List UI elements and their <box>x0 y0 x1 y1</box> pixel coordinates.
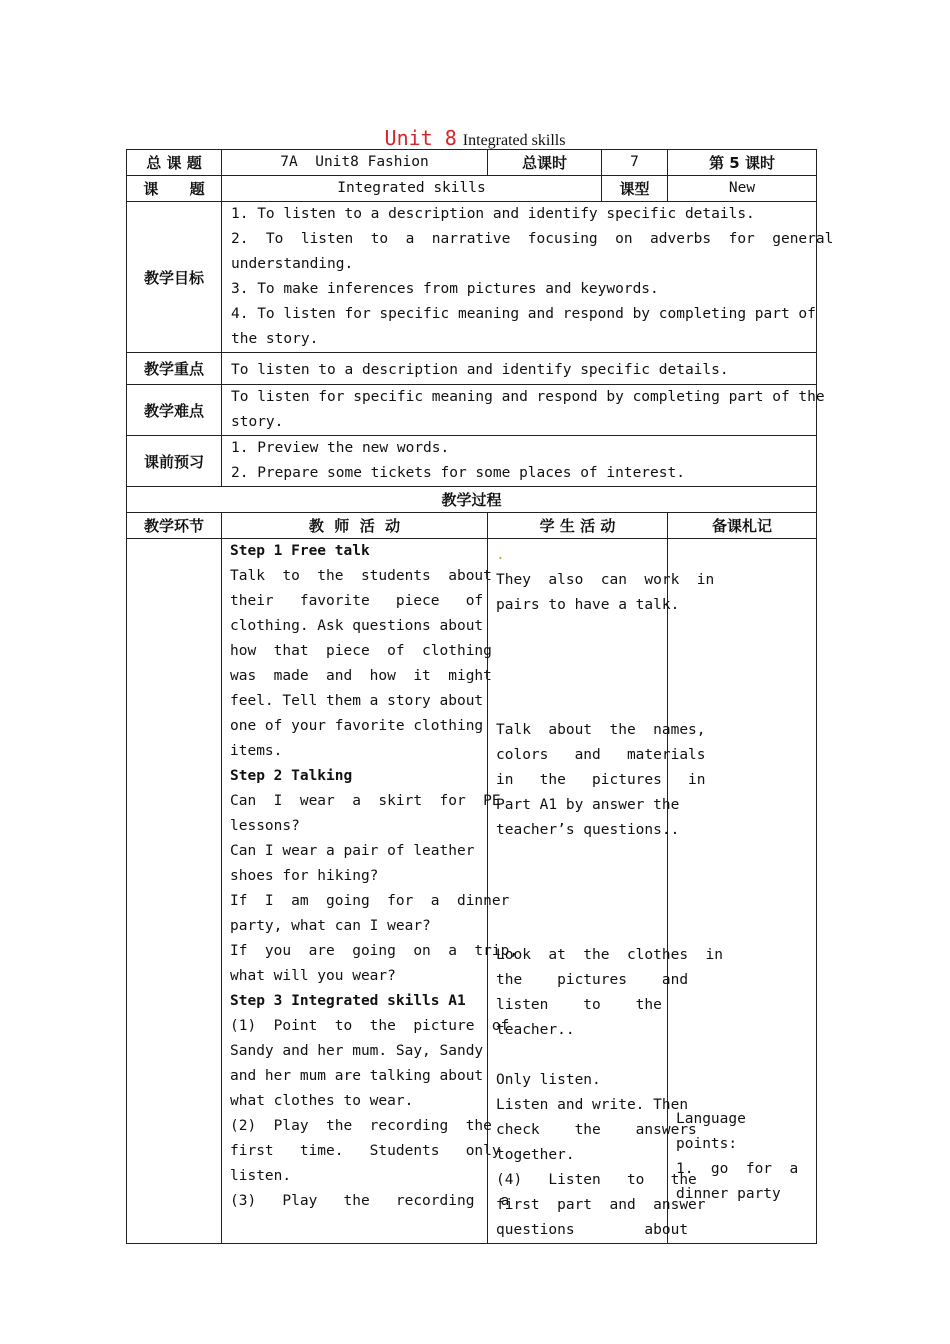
student-line: together. <box>496 1147 575 1163</box>
preview-line: 1. Preview the new words. <box>231 440 450 456</box>
teacher-line: lessons? <box>230 818 300 834</box>
student-line <box>496 868 659 893</box>
difficulty-line: To listen for specific meaning and respond by completing part of the <box>231 389 825 405</box>
teacher-line: how that piece of clothing <box>230 643 492 659</box>
difficulty-content <box>222 385 825 436</box>
total-hours-value: 7 <box>602 150 668 176</box>
student-line <box>496 618 659 643</box>
student-line: teacher’s questions.. <box>496 822 680 838</box>
teacher-line: clothing. Ask questions about <box>230 618 484 634</box>
objectives-label: 教学目标 <box>127 202 222 353</box>
student-line: the pictures and <box>496 972 689 988</box>
preview-line: 2. Prepare some tickets for some places of interest. <box>231 465 685 481</box>
teacher-line: items. <box>230 743 283 759</box>
key-point-text: To listen to a description and identify specific details. <box>231 362 729 378</box>
difficulty-line: story. <box>231 414 284 430</box>
student-line <box>496 668 659 693</box>
student-line: They also can work in <box>496 572 715 588</box>
teacher-line: If I am going for a dinner <box>230 893 510 909</box>
total-hours-label: 总课时 <box>488 150 602 176</box>
notes-line: Language <box>676 1111 746 1127</box>
objective-line: 4. To listen for specific meaning and respond by completing part of <box>231 306 816 322</box>
student-line: colors and materials <box>496 747 706 763</box>
row-objectives <box>127 202 817 353</box>
total-topic-value: 7A Unit8 Fashion <box>222 150 488 176</box>
row-difficulty <box>127 385 817 436</box>
col-notes: 备课札记 <box>668 513 817 539</box>
lesson-plan-table <box>126 149 834 1244</box>
teacher-line: first time. Students only <box>230 1143 501 1159</box>
stage-cell <box>127 539 222 1244</box>
topic-label: 课 题 <box>127 176 222 202</box>
document-title <box>0 126 950 150</box>
student-line: pairs to have a talk. <box>496 597 680 613</box>
teacher-line: (3) Play the recording a <box>230 1193 510 1209</box>
notes-line: dinner party <box>676 1186 781 1202</box>
teacher-line: Can I wear a skirt for PE <box>230 793 501 809</box>
teacher-line: Talk to the students about <box>230 568 492 584</box>
objective-line: understanding. <box>231 256 354 272</box>
teacher-line: shoes for hiking? <box>230 868 379 884</box>
row-key-point <box>127 353 817 385</box>
student-line <box>496 643 659 668</box>
preview-content <box>222 436 817 487</box>
unit-title: Unit 8 <box>384 126 457 150</box>
objective-line: the story. <box>231 331 319 347</box>
student-line: first part and answer <box>496 1197 706 1213</box>
notes-cell <box>668 539 817 1244</box>
lesson-number: 第 5 课时 <box>668 150 817 176</box>
student-line: (4) Listen to the <box>496 1172 697 1188</box>
teacher-line: Step 2 Talking <box>230 768 353 784</box>
student-line: Only listen. <box>496 1072 601 1088</box>
row-total-topic <box>127 150 817 176</box>
type-label: 课型 <box>602 176 668 202</box>
preview-label: 课前预习 <box>127 436 222 487</box>
row-process-body <box>127 539 817 1244</box>
total-topic-label: 总 课 题 <box>127 150 222 176</box>
topic-value: Integrated skills <box>222 176 602 202</box>
student-line: in the pictures in <box>496 772 706 788</box>
teacher-line: (1) Point to the picture of <box>230 1018 510 1034</box>
teacher-line: listen. <box>230 1168 292 1184</box>
key-point-label: 教学重点 <box>127 353 222 385</box>
student-line: teacher.. <box>496 1022 575 1038</box>
difficulty-label: 教学难点 <box>127 385 222 436</box>
row-process-heading <box>127 487 817 513</box>
teacher-line: their favorite piece of <box>230 593 484 609</box>
teacher-line: was made and how it might <box>230 668 492 684</box>
teacher-line: and her mum are talking about <box>230 1068 484 1084</box>
student-line <box>496 843 659 868</box>
row-topic <box>127 176 817 202</box>
student-line: questions about <box>496 1222 689 1238</box>
student-line: check the answers <box>496 1122 697 1138</box>
teacher-line: Step 1 Free talk <box>230 543 370 559</box>
teacher-line: If you are going on a trip, <box>230 943 519 959</box>
student-line <box>496 1043 659 1068</box>
objective-line: 3. To make inferences from pictures and keywords. <box>231 281 659 297</box>
col-teacher: 教 师 活 动 <box>222 513 488 539</box>
objective-line: 1. To listen to a description and identify specific details. <box>231 206 755 222</box>
student-line: Part A1 by answer the <box>496 797 680 813</box>
type-value: New <box>668 176 817 202</box>
teacher-activity-cell <box>222 539 519 1244</box>
col-student: 学 生 活 动 <box>488 513 668 539</box>
teacher-line: (2) Play the recording the <box>230 1118 492 1134</box>
teacher-line: one of your favorite clothing <box>230 718 484 734</box>
teacher-line: party, what can I wear? <box>230 918 431 934</box>
teacher-line: what clothes to wear. <box>230 1093 414 1109</box>
teacher-line: Sandy and her mum. Say, Sandy <box>230 1043 484 1059</box>
row-preview <box>127 436 817 487</box>
row-process-columns <box>127 513 817 539</box>
unit-subtitle: Integrated skills <box>462 132 566 149</box>
student-line: listen to the <box>496 997 662 1013</box>
teacher-line: feel. Tell them a story about <box>230 693 484 709</box>
col-stage: 教学环节 <box>127 513 222 539</box>
objective-line: 2. To listen to a narrative focusing on adverbs for general <box>231 231 834 247</box>
student-line: Look at the clothes in <box>496 947 723 963</box>
teacher-line: Step 3 Integrated skills A1 <box>230 993 466 1009</box>
objectives-content <box>222 202 834 353</box>
notes-line: 1. go for a <box>676 1161 799 1177</box>
teacher-line: Can I wear a pair of leather <box>230 843 475 859</box>
key-point-content <box>222 353 817 385</box>
teacher-line: what will you wear? <box>230 968 396 984</box>
notes-line: points: <box>676 1136 738 1152</box>
student-line: Talk about the names, <box>496 722 706 738</box>
student-line <box>496 693 659 718</box>
student-line: Listen and write. Then <box>496 1097 689 1113</box>
student-line <box>496 918 659 943</box>
process-heading: 教学过程 <box>127 487 817 513</box>
student-line: . <box>496 547 505 563</box>
student-line <box>496 893 659 918</box>
